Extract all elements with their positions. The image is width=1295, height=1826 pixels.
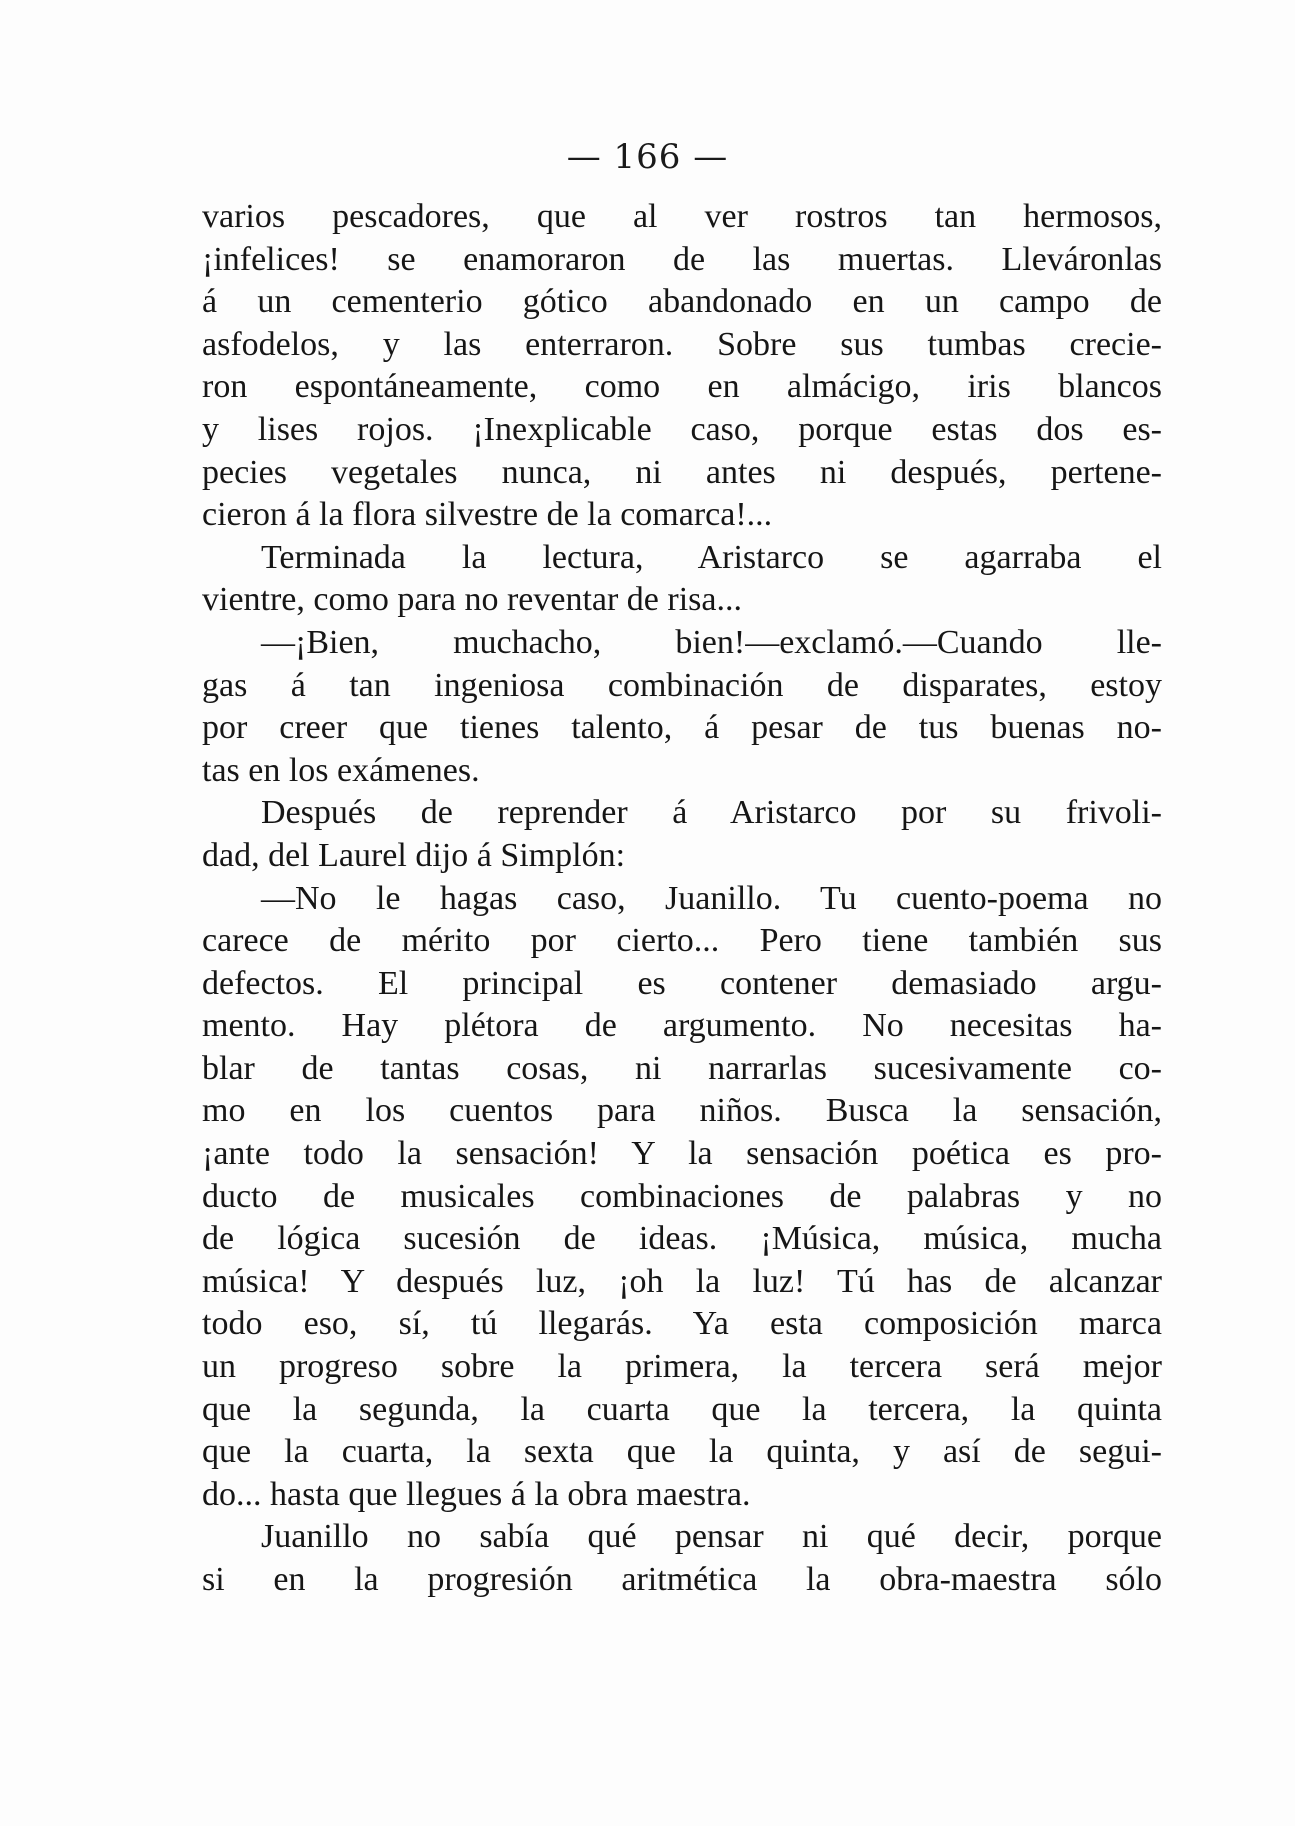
text-line: y lises rojos. ¡Inexplicable caso, porque estas dos es- [202,410,1162,448]
text-line: gas á tan ingeniosa combinación de disparates, estoy [202,666,1162,704]
text-line: varios pescadores, que al ver rostros tan hermosos, [202,198,1162,235]
text-line: do... hasta que llegues á la obra maestra. [202,1475,751,1513]
text-line: carece de mérito por cierto... Pero tiene también sus [202,922,1162,960]
text-line: mento. Hay plétora de argumento. No necesitas ha- [202,1007,1162,1045]
text-line: Juanillo no sabía qué pensar ni qué decir, porque [261,1518,1162,1556]
text-line: por creer que tienes talento, á pesar de tus buenas no- [202,709,1162,747]
text-line: todo eso, sí, tú llegarás. Ya esta composición marca [202,1305,1162,1343]
text-line: de lógica sucesión de ideas. ¡Música, música, mucha [202,1220,1162,1258]
text-line: vientre, como para no reventar de risa... [202,581,742,619]
text-line: música! Y después luz, ¡oh la luz! Tú has de alcanzar [202,1262,1162,1300]
text-line: —No le hagas caso, Juanillo. Tu cuento-poema no [261,879,1162,917]
body-text [202,196,1162,1602]
text-line: ¡infelices! se enamoraron de las muertas. Lleváronlas [202,240,1162,278]
text-line: ducto de musicales combinaciones de palabras y no [202,1177,1162,1215]
text-line: Terminada la lectura, Aristarco se agarraba el [261,538,1162,576]
text-line: tas en los exámenes. [202,751,480,789]
text-line: Después de reprender á Aristarco por su frivoli- [261,794,1162,832]
text-line: mo en los cuentos para niños. Busca la sensación, [202,1092,1162,1130]
text-line: asfodelos, y las enterraron. Sobre sus tumbas crecie- [202,325,1162,363]
text-line: que la cuarta, la sexta que la quinta, y así de segui- [202,1433,1162,1471]
text-line: ¡ante todo la sensación! Y la sensación poética es pro- [202,1135,1162,1173]
text-line: cieron á la flora silvestre de la comarca!... [202,496,773,534]
text-line: si en la progresión aritmética la obra-maestra sólo [202,1561,1162,1598]
text-line: defectos. El principal es contener demasiado argu- [202,964,1162,1002]
text-line: que la segunda, la cuarta que la tercera, la quinta [202,1390,1162,1428]
text-line: —¡Bien, muchacho, bien!—exclamó.—Cuando lle- [261,623,1162,661]
text-line: á un cementerio gótico abandonado en un campo de [202,283,1162,321]
page-number: — 166 — [566,137,729,177]
text-line: blar de tantas cosas, ni narrarlas sucesivamente co- [202,1049,1162,1087]
text-line: un progreso sobre la primera, la tercera será mejor [202,1348,1162,1386]
text-line: pecies vegetales nunca, ni antes ni después, pertene- [202,453,1162,491]
text-line: dad, del Laurel dijo á Simplón: [202,836,626,874]
text-line: ron espontáneamente, como en almácigo, iris blancos [202,368,1162,406]
